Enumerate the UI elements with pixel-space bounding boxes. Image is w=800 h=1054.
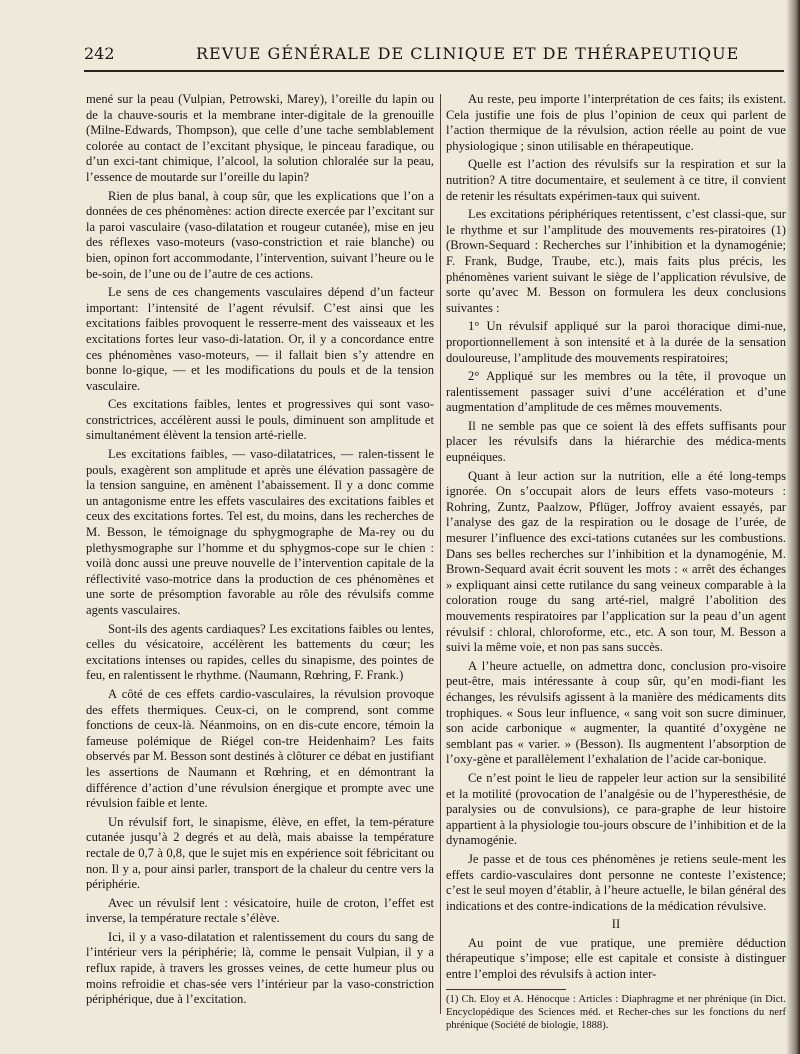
page-edge-shadow [786,0,800,1054]
paragraph: mené sur la peau (Vulpian, Petrowski, Marey), l’oreille du lapin ou de la chauve-souris et la membrane inter-digitale de la grenouille (Milne-Edwards, Thompson), que celle d’une tache semblablement colorée au contact de l’excitant physique, le pinceau faradique, ou d’un exci-tant chimique, l’alcool, la solution chloralée sur la peau, l’essence de moutarde sur l’oreille du lapin? [86,92,434,184]
paragraph: Un révulsif fort, le sinapisme, élève, en effet, la tem-pérature cutanée jusqu’à 2 degrés et au delà, mais abaisse la température rectale de 0,7 à 0,8, que le sujet mis en expérience soit fébricitant ou non. Il y a, pour ainsi parler, transport de la chaleur du centre vers la périphérie. [86,814,434,892]
footnote: (1) Ch. Eloy et A. Hénocque : Articles : Diaphragme et ner phrénique (in Dict. Encyclopédique des Sciences méd. et Recher-ches sur les fonctions du nerf phrénique (Société de biologie, 1888). [446,993,786,1031]
footnote-rule [446,989,566,990]
paragraph: Rien de plus banal, à coup sûr, que les explications que l’on a données de ces phénomènes: action directe exercée par l’excitant sur la paroi vasculaire (vaso-dilatation et rougeur cutanée), mise en jeu des réflexes vaso-moteurs (vaso-constriction et raie blanche) ou bien, opinon fort accommodante, l’intervention, suivant l’heure ou le be-soin, de l’une ou de l’autre de ces actions. [86,188,434,281]
paragraph: Les excitations faibles, — vaso-dilatatrices, — ralen-tissent le pouls, exagèrent son amplitude et après une élévation passagère de la tension sanguine, en amènent l’abaissement. Il y a donc comme un antagonisme entre les effets vasculaires des excitations faibles et ceux des excitations fortes. Tel est, du moins, dans les recherches de M. Besson, le témoignage du sphygmographe de Ma-rey ou du plethysmographe sur l’homme et du sphygmos-cope sur le chien : voilà donc aussi une preuve nouvelle de l’intervention capitale de la réflectivité vaso-motrice dans la production de ces phénomènes et une sorte de présomption favorable au rôle des révulsifs comme agents vasculaires. [86,447,434,617]
paragraph: Il ne semble pas que ce soient là des effets suffisants pour placer les révulsifs dans la hiérarchie des médica-ments eupnéiques. [446,418,786,465]
paragraph: A côté de ces effets cardio-vasculaires, la révulsion provoque des effets thermiques. Ceux-ci, on le comprend, sont comme fonctions de ceux-là. Néanmoins, on en dis-cute encore, témoin la fameuse polémique de Riégel con-tre Heidenhaim? Les faits observés par M. Besson sont destinés à clôturer ce débat en justifiant les assertions de Naumann et Rœhring, et en démontrant la différence d’action d’une révulsion énergique et prompte avec une révulsion faible et lente. [86,686,434,811]
paragraph: Au reste, peu importe l’interprétation de ces faits; ils existent. Cela justifie une fois de plus l’opinion de ceux qui parlent de l’action thermique de la révulsion, action réelle au point de vue physiologique ; sinon utilisable en thérapeutique. [446,92,786,153]
paragraph: Ce n’est point le lieu de rappeler leur action sur la sensibilité et la motilité (provocation de l’analgésie ou de l’hyperesthésie, de paralysies ou de convulsions), ce para-graphe de leur histoire appartient à la physiologie tou-jours obscure de l’inhibition et de la dynamogénie. [446,770,786,848]
paragraph: 2° Appliqué sur les membres ou la tête, il provoque un ralentissement passager suivi d’une accélération et d’une augmentation d’amplitude de ces mêmes mouvements. [446,369,786,415]
left-column [86,92,434,1011]
paragraph: Le sens de ces changements vasculaires dépend d’un facteur important: l’intensité de l’agent révulsif. C’est ainsi que les excitations faibles provoquent le resserre-ment des vaisseaux et les excitations fortes leur vaso-di-latation. Or, il y a concordance entre ces phénomènes vaso-moteurs, — il fallait bien s’y attendre en bonne lo-gique, — et les modifications du pouls et de la tension vasculaire. [86,285,434,393]
right-column [446,92,786,1035]
paragraph: A l’heure actuelle, on admettra donc, conclusion pro-visoire peut-être, mais intéressante à coup sûr, qu’en modi-fiant les échanges, les révulsifs agissent à la manière des médicaments dits trophiques. « Sous leur influence, « sang voit son sucre diminuer, son acide carbonique « augmenter, la quantité d’oxygène ne semblant pas « varier. » (Besson). Ils augmentent l’absorption de l’oxy-gène et parallèlement l’exhalation de l’acide car-bonique. [446,658,786,767]
paragraph: Sont-ils des agents cardiaques? Les excitations faibles ou lentes, celles du vésicatoire, accélèrent les battements du cœur; les excitations intenses ou rapides, celles du sinapisme, des pointes de feu, en ralentissent le rhythme. (Naumann, Rœhring, F. Frank.) [86,621,434,683]
paragraph: 1° Un révulsif appliqué sur la paroi thoracique dimi-nue, proportionnellement à son intensité et à la durée de la sensation douloureuse, l’amplitude des mouvements respiratoires; [446,319,786,365]
page-header [84,44,784,70]
paragraph: Ici, il y a vaso-dilatation et ralentissement du cours du sang de l’intérieur vers la périphérie; là, comme le pensait Vulpian, il y a reflux rapide, à travers les grosses veines, de cette humeur plus ou moins refroidie et chas-sée vers l’intérieur par la vaso-constriction périphérique, due à l’excitation. [86,929,434,1007]
paragraph: Quant à leur action sur la nutrition, elle a été long-temps ignorée. On s’occupait alors de leurs effets vaso-moteurs : Rohring, Zuntz, Paalzow, Pflüger, Joffroy avaient essayés, par l’analyse des gaz de la respiration ou le dosage de l’urée, de mesurer l’influence des exci-tations cutanées sur les combustions. Dans ses belles recherches sur l’inhibition et la dynamogénie, M. Brown-Sequard avait écrit souvent les mots : « arrêt des échanges » expliquant ainsi cette rutilance du sang veineux comparable à la coloration rouge du sang arté-riel, malgré l’abolition des mouvements respiratoires par l’application sur la peau d’un agent révulsif : chloral, chloroforme, etc., etc. A son tour, M. Besson a suivi la même voie, et non pas sans succès. [446,468,786,655]
column-divider [440,94,441,1014]
paragraph: Quelle est l’action des révulsifs sur la respiration et sur la nutrition? A titre documentaire, et seulement à ce titre, il convient de retenir les résultats expérimen-taux qui suivent. [446,157,786,203]
section-paragraph: Au point de vue pratique, une première déduction thérapeutique s’impose; elle est capitale et consiste à distinguer entre l’emploi des révulsifs à action inter- [446,935,786,982]
paragraph: Avec un révulsif lent : vésicatoire, huile de croton, l’effet est inverse, la température rectale s’élève. [86,895,434,926]
section-number: II [611,917,621,932]
paragraph: Je passe et de tous ces phénomènes je retiens seule-ment les effets cardio-vasculaires dont personne ne conteste l’existence; c’est le seul moyen d’établir, à l’heure actuelle, le bilan général des indications et des contre-indications de la médication révulsive. [446,851,786,913]
paragraph: Ces excitations faibles, lentes et progressives qui sont vaso-constrictrices, accélèrent aussi le pouls, diminuent son amplitude et simultanément élèvent la tension arté-rielle. [86,397,434,443]
running-title: REVUE GÉNÉRALE DE CLINIQUE ET DE THÉRAPEUTIQUE [196,44,740,63]
page-number: 242 [84,44,115,63]
header-rule [84,70,784,72]
paragraph: Les excitations périphériques retentissent, c’est classi-que, sur le rhythme et sur l’amplitude des mouvements res-piratoires (1) (Brown-Sequard : Recherches sur l’inhibition et la dynamogénie; F. Frank, Budge, Traube, etc.), mais faits plus précis, les phénomènes varient suivant le siège de l’application révulsive, de sorte qu’avec M. Besson on formulera les deux conclusions suivantes : [446,207,786,315]
